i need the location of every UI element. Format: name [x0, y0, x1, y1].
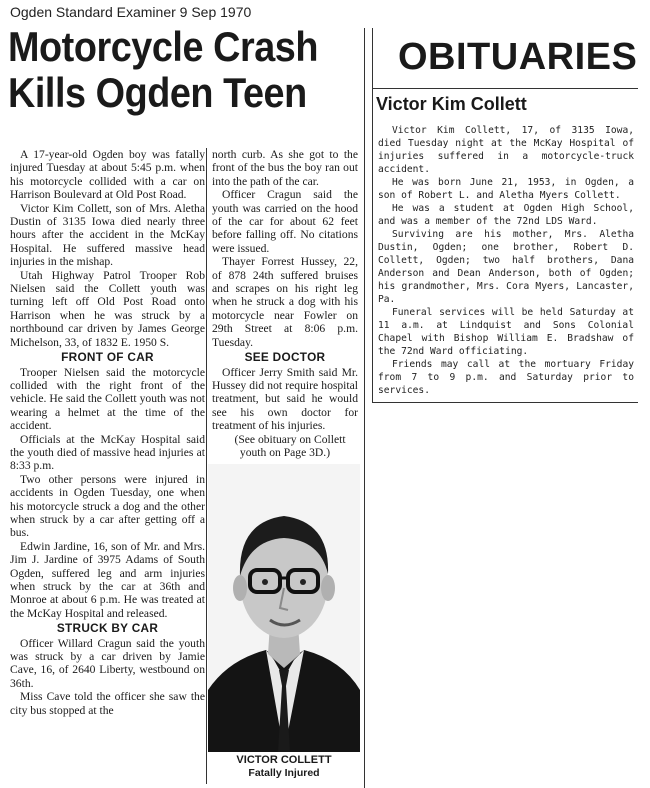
headline-line-2: Kills Ogden Teen	[8, 69, 307, 116]
photo-caption	[208, 754, 360, 780]
article-paragraph: Victor Kim Collett, son of Mrs. Aletha Dustin of 3135 Iowa died nearly three hours after the accident in the McKay Hospital. He suffered massive head injuries in the mishap.	[10, 201, 205, 269]
article-paragraph: Miss Cave told the officer she saw the city bus stopped at the	[10, 690, 205, 717]
subhead-front-of-car: FRONT OF CAR	[61, 350, 154, 365]
obituary-reference-note: (See obituary on Collett youth on Page 3D.)	[234, 432, 346, 459]
subhead-struck-by-car: STRUCK BY CAR	[56, 621, 159, 636]
article-paragraph: Edwin Jardine, 16, son of Mr. and Mrs. Jim J. Jardine of 3975 Adams of South Ogden, suffered leg and arm injuries when struck by the car at 36th and Monroe at about 6 p.m. He was treated at the McKay Hospital and released.	[10, 539, 205, 620]
article-headline	[8, 24, 328, 116]
caption-name: VICTOR COLLETT	[236, 754, 332, 766]
obituary-paragraph: He was born June 21, 1953, in Ogden, a son of Robert L. and Aletha Myers Collett.	[378, 177, 634, 201]
article-paragraph: Officer Willard Cragun said the youth was struck by a car driven by Jamie Cave, 16, of 2640 Liberty, westbound on 36th.	[10, 636, 205, 690]
portrait-illustration	[208, 464, 360, 752]
article-paragraph: Officer Cragun said the youth was carried on the hood of the car for about 62 feet before falling off. No citations were issued.	[212, 188, 358, 255]
source-line: Ogden Standard Examiner 9 Sep 1970	[10, 4, 252, 20]
article-paragraph: Officials at the McKay Hospital said the youth died of massive head injuries at 8:33 p.m.	[10, 432, 205, 473]
article-paragraph: Two other persons were injured in accidents in Ogden Tuesday, one when his motorcycle struck a dog and the other when struck by a car after getting off a bus.	[10, 472, 205, 540]
obituary-top-rule	[372, 88, 638, 89]
caption-subtitle: Fatally Injured	[248, 767, 320, 779]
article-paragraph: Thayer Forrest Hussey, 22, of 878 24th suffered bruises and scrapes on his right leg when he struck a dog with his motorcycle near Fowler on 29th Street at 8:06 p.m. Tuesday.	[212, 255, 358, 349]
article-paragraph: Officer Jerry Smith said Mr. Hussey did not require hospital treatment, but said he would see his own doctor for treatment of his injuries.	[212, 365, 358, 433]
column-rule-1	[206, 148, 207, 784]
article-paragraph: Utah Highway Patrol Trooper Rob Nielsen said the Collett youth was turning left off Old Post Road onto Harrison when he was struck by a northbound car driven by James George Michelson, 33, of 1832 E. 1950 S.	[10, 268, 205, 349]
article-paragraph: Trooper Nielsen said the motorcycle collided with the right front of the vehicle. He said the Collett youth was not wearing a helmet at the time of the accident.	[10, 365, 205, 433]
obituaries-section-title: OBITUARIES	[398, 36, 638, 78]
obituary-paragraph: Funeral services will be held Saturday at 11 a.m. at Lindquist and Sons Colonial Chapel with Bishop William E. Bradshaw of the 72nd Ward officiating.	[378, 307, 634, 357]
obituary-body	[378, 124, 634, 397]
obituary-paragraph: Surviving are his mother, Mrs. Aletha Dustin, Ogden; one brother, Robert D. Collett, Ogden; two half brothers, Dana Anderson and Dean Anderson, both of Ogden; his grandmother, Mrs. Cora Myers, Lancaster, Pa.	[378, 229, 634, 305]
column-rule-2	[364, 28, 365, 788]
obituary-paragraph: He was a student at Ogden High School, and was a member of the 72nd LDS Ward.	[378, 203, 634, 227]
obituary-bottom-rule	[372, 402, 638, 403]
obituary-paragraph: Friends may call at the mortuary Friday from 7 to 9 p.m. and Saturday prior to services.	[378, 359, 634, 396]
article-column-1	[10, 148, 205, 717]
article-column-2	[212, 148, 358, 459]
article-paragraph: north curb. As she got to the front of the bus the boy ran out into the path of the car.	[212, 148, 358, 188]
headline-line-1: Motorcycle Crash	[8, 23, 319, 70]
column-rule-3	[372, 28, 373, 402]
portrait-photo	[208, 464, 360, 752]
obituary-paragraph: Victor Kim Collett, 17, of 3135 Iowa, died Tuesday night at the McKay Hospital of injuries suffered in a motorcycle-truck accident.	[378, 125, 634, 175]
article-paragraph: A 17-year-old Ogden boy was fatally injured Tuesday at about 5:45 p.m. when his motorcycle collided with a car on Harrison Boulevard at Old Post Road.	[10, 148, 205, 202]
subhead-see-doctor: SEE DOCTOR	[244, 350, 326, 365]
obituary-name: Victor Kim Collett	[376, 94, 527, 114]
